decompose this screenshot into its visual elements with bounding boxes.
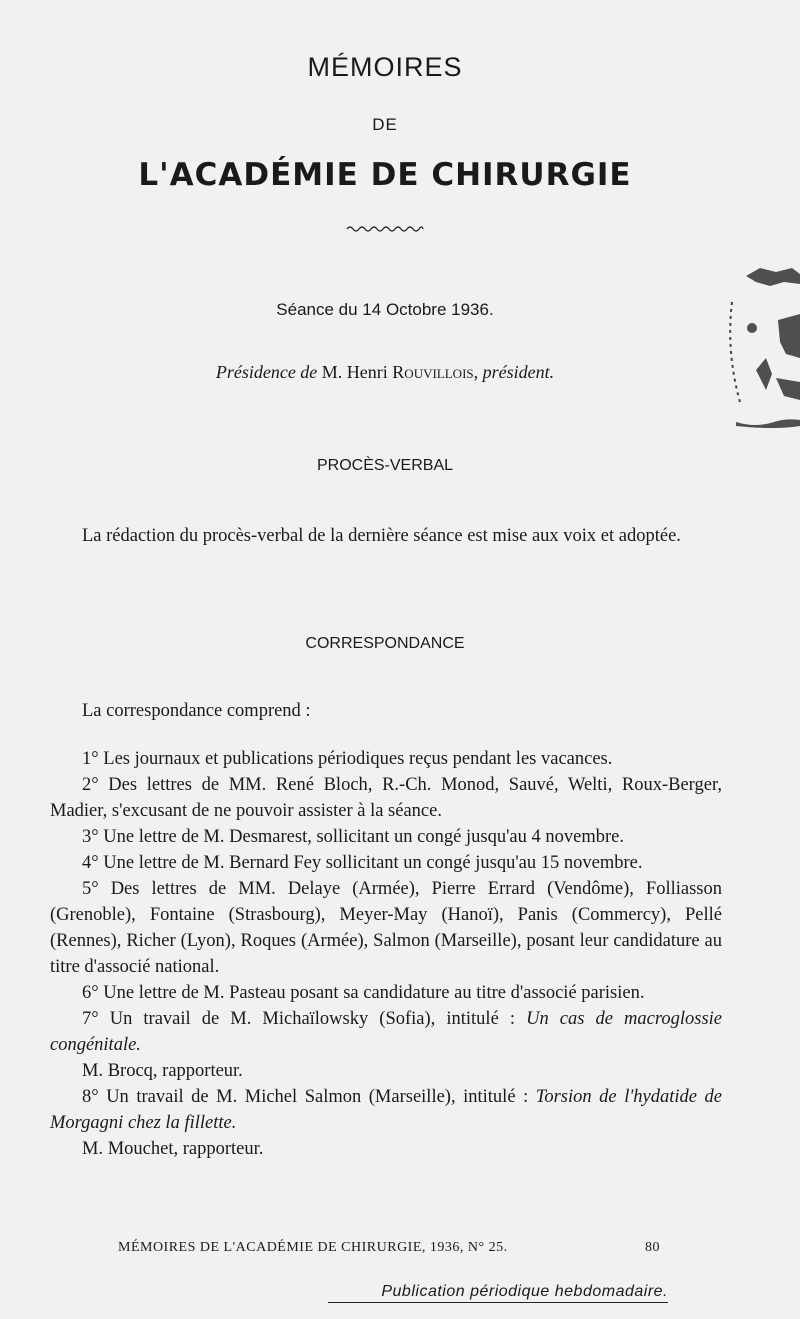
- presidence-mid: M. Henri: [317, 362, 393, 382]
- item-text: 8° Un travail de M. Michel Salmon (Marseille), intitulé :: [82, 1087, 529, 1107]
- item-text: 7° Un travail de M. Michaïlowsky (Sofia), intitulé :: [82, 1009, 515, 1029]
- item-title: Un cas de macroglossie congénitale.: [50, 1009, 722, 1055]
- president-name: Rouvillois: [392, 362, 474, 382]
- title-de: DE: [372, 115, 398, 134]
- library-stamp-icon: [726, 262, 800, 437]
- presidence-prefix: Présidence de: [215, 362, 318, 382]
- heading-proces-verbal: PROCÈS-VERBAL: [316, 457, 454, 474]
- page-footer: [118, 1240, 660, 1256]
- footer-journal: MÉMOIRES DE L'ACADÉMIE DE CHIRURGIE, 1936, N° 25.: [118, 1240, 508, 1255]
- presidence-line: [0, 362, 770, 383]
- heading-correspondance: CORRESPONDANCE: [305, 635, 465, 652]
- list-item: 5° Des lettres de MM. Delaye (Armée), Pierre Errard (Vendôme), Folliasson (Grenoble), Fontaine (Strasbourg), Meyer-May (Hanoï), Panis (Commercy), Pellé (Rennes), Richer (Lyon), Roques (Armée), Salmon (Marseille), posant leur candidature au titre d'associé national.: [50, 879, 722, 977]
- seance-date: Séance du 14 Octobre 1936.: [276, 300, 494, 319]
- proces-verbal-text: La rédaction du procès-verbal de la dernière séance est mise aux voix et adoptée.: [82, 526, 681, 546]
- list-item: 2° Des lettres de MM. René Bloch, R.-Ch. Monod, Sauvé, Welti, Roux-Berger, Madier, s'excusant de ne pouvoir assister à la séance.: [50, 775, 722, 821]
- correspondance-list: [50, 746, 722, 1162]
- presidence-comma: ,: [473, 362, 483, 382]
- list-item: M. Mouchet, rapporteur.: [82, 1139, 264, 1159]
- list-item: 3° Une lettre de M. Desmarest, sollicitant un congé jusqu'au 4 novembre.: [82, 827, 624, 847]
- title-memoires: MÉMOIRES: [307, 52, 463, 82]
- ornament-divider: [0, 220, 770, 238]
- list-item: M. Brocq, rapporteur.: [82, 1061, 243, 1081]
- list-item: [50, 1006, 722, 1058]
- list-item: 6° Une lettre de M. Pasteau posant sa candidature au titre d'associé parisien.: [82, 983, 645, 1003]
- list-item: [50, 1084, 722, 1136]
- title-academie: L'ACADÉMIE DE CHIRURGIE: [138, 157, 632, 193]
- correspondance-intro: La correspondance comprend :: [82, 701, 311, 721]
- item-title: Torsion de l'hydatide de Morgagni chez la fillette.: [50, 1087, 722, 1133]
- presidence-role: président.: [482, 362, 555, 382]
- list-item: 1° Les journaux et publications périodiques reçus pendant les vacances.: [82, 749, 613, 769]
- list-item: 4° Une lettre de M. Bernard Fey sollicitant un congé jusqu'au 15 novembre.: [82, 853, 643, 873]
- page-number: 80: [645, 1240, 660, 1255]
- publication-note: Publication périodique hebdomadaire.: [328, 1283, 668, 1303]
